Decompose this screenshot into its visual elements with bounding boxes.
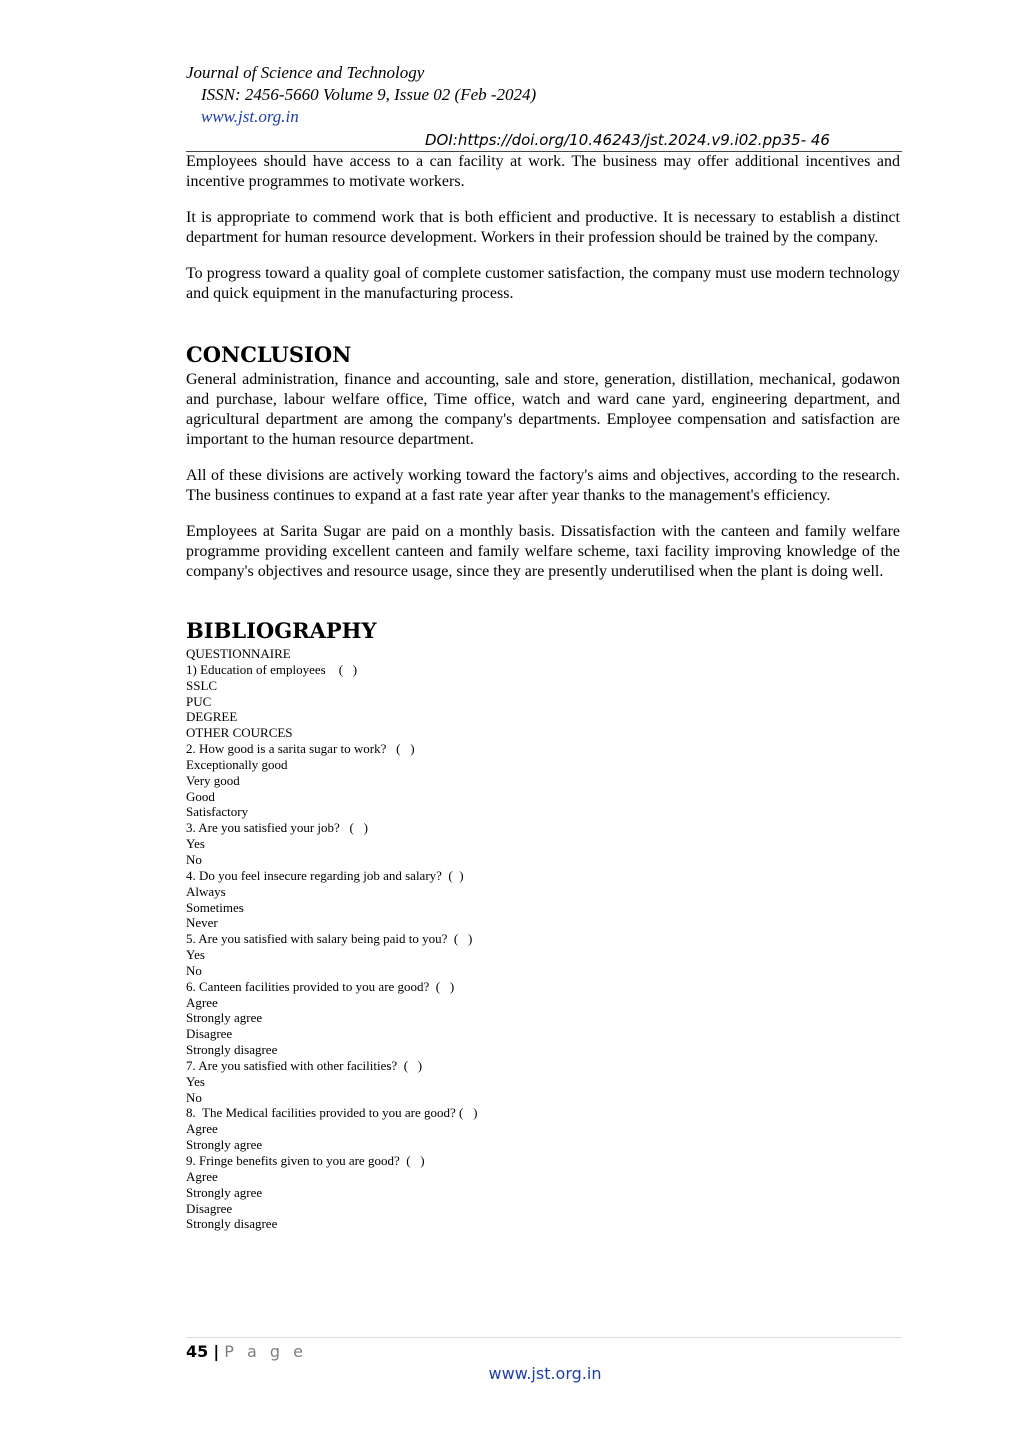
conclusion-heading: CONCLUSION	[186, 342, 352, 367]
question-line: 2. How good is a sarita sugar to work? ( )	[186, 741, 415, 757]
answer-option: Strongly agree	[186, 1137, 263, 1153]
page-content	[186, 152, 900, 1232]
question-line: 7. Are you satisfied with other facilities? ( )	[186, 1057, 423, 1073]
answer-option: SSLC	[186, 677, 218, 693]
page-number: 45	[186, 1342, 209, 1361]
answer-option: Sometimes	[186, 899, 244, 915]
answer-option: Strongly disagree	[186, 1216, 278, 1232]
answer-option: Agree	[186, 994, 218, 1010]
answer-option: OTHER COURCES	[186, 725, 293, 741]
bibliography-heading: BIBLIOGRAPHY	[186, 618, 377, 643]
answer-option: Yes	[186, 836, 205, 852]
conclusion-paragraph: Employees at Sarita Sugar are paid on a monthly basis. Dissatisfaction with the canteen and family welfare programme providing excellent canteen and family welfare scheme, taxi facility improving knowledge of the company's objectives and resource usage, since they are presently underutilised when the plant is doing well.	[186, 523, 900, 580]
answer-option: Satisfactory	[186, 804, 249, 820]
question-line: 8. The Medical facilities provided to you are good? ( )	[186, 1105, 478, 1121]
question-line: 1) Education of employees ( )	[186, 661, 358, 677]
answer-option: Yes	[186, 947, 205, 963]
answer-option: Disagree	[186, 1200, 233, 1216]
question-line: 9. Fringe benefits given to you are good? ( )	[186, 1153, 425, 1168]
answer-option: No	[186, 1089, 202, 1105]
answer-option: No	[186, 962, 202, 978]
questionnaire-list	[186, 646, 900, 1232]
journal-website-link[interactable]: www.jst.org.in	[201, 107, 299, 126]
page-separator: |	[213, 1342, 220, 1361]
conclusion-paragraph: All of these divisions are actively working toward the factory's aims and objectives, according to the research. The business continues to expand at a fast rate year after year thanks to the management's efficiency.	[186, 467, 900, 504]
question-line: 4. Do you feel insecure regarding job and salary? ( )	[186, 867, 464, 883]
footer-divider	[186, 1337, 902, 1338]
question-line: 5. Are you satisfied with salary being paid to you? ( )	[186, 931, 473, 947]
body-paragraph: It is appropriate to commend work that is both efficient and productive. It is necessary to establish a distinct department for human resource development. Workers in their profession should be trained by the company.	[186, 209, 900, 246]
answer-option: DEGREE	[186, 709, 238, 725]
journal-title: Journal of Science and Technology	[186, 63, 425, 82]
doi-link[interactable]: DOI:https://doi.org/10.46243/jst.2024.v9.i02.pp35- 46	[425, 131, 830, 149]
body-paragraph: Employees should have access to a can facility at work. The business may offer additional incentives and incentive programmes to motivate workers.	[186, 153, 900, 190]
body-paragraph: To progress toward a quality goal of complete customer satisfaction, the company must use modern technology and quick equipment in the manufacturing process.	[186, 265, 900, 302]
page-label: P a g e	[224, 1342, 308, 1361]
answer-option: Agree	[186, 1121, 218, 1137]
answer-option: Yes	[186, 1073, 205, 1089]
footer-website-link[interactable]: www.jst.org.in	[488, 1364, 602, 1383]
conclusion-paragraph: General administration, finance and accounting, sale and store, generation, distillation, mechanical, godawon and purchase, labour welfare office, Time office, watch and ward cane yard, engineering department, and agricultural department are among the company's departments. Employee compensation and satisfaction are important to the human resource department.	[186, 371, 900, 448]
questionnaire-title: QUESTIONNAIRE	[186, 646, 291, 661]
answer-option: Strongly agree	[186, 1184, 263, 1200]
answer-option: Good	[186, 788, 215, 804]
answer-option: Agree	[186, 1168, 218, 1184]
answer-option: Always	[186, 883, 226, 899]
answer-option: PUC	[186, 693, 212, 709]
answer-option: No	[186, 851, 202, 867]
answer-option: Strongly agree	[186, 1010, 263, 1026]
question-line: 6. Canteen facilities provided to you are good? ( )	[186, 978, 455, 994]
answer-option: Very good	[186, 772, 240, 788]
answer-option: Disagree	[186, 1026, 233, 1042]
answer-option: Never	[186, 915, 218, 931]
journal-issn: ISSN: 2456-5660 Volume 9, Issue 02 (Feb -2024)	[201, 85, 537, 104]
answer-option: Exceptionally good	[186, 756, 288, 772]
answer-option: Strongly disagree	[186, 1042, 278, 1058]
page-number-block	[186, 1341, 307, 1363]
journal-header	[186, 62, 902, 128]
question-line: 3. Are you satisfied your job? ( )	[186, 820, 368, 836]
